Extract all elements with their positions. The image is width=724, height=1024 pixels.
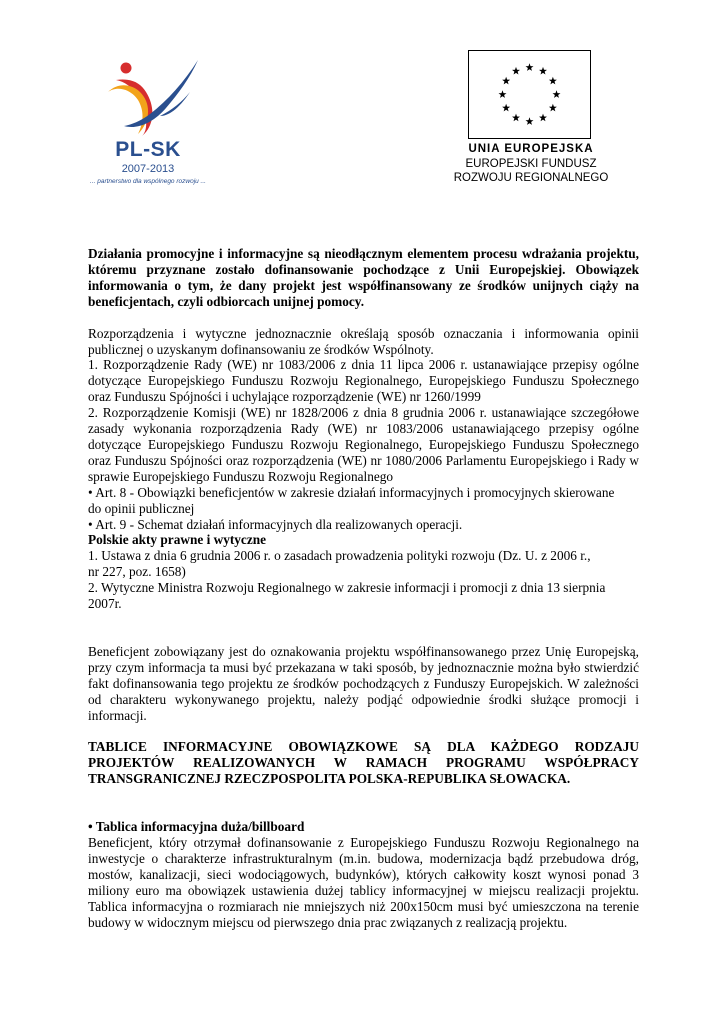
polish-acts-heading: Polskie akty prawne i wytyczne bbox=[88, 532, 267, 548]
act-1-line-2: nr 227, poz. 1658) bbox=[88, 564, 186, 580]
billboard-heading: • Tablica informacyjna duża/billboard bbox=[88, 819, 305, 835]
act-1-line-1: 1. Ustawa z dnia 6 grudnia 2006 r. o zasadach prowadzenia polityki rozwoju (Dz. U. z 2006 r., bbox=[88, 548, 591, 564]
document-body bbox=[88, 246, 639, 931]
eu-star-icon bbox=[526, 117, 534, 125]
article-9: • Art. 9 - Schemat działań informacyjnych dla realizowanych operacji. bbox=[88, 516, 463, 532]
plsk-emblem-icon bbox=[94, 52, 204, 138]
regulations-intro: Rozporządzenia i wytyczne jednoznacznie określają sposób oznaczania i informowania opinii publicznej o uzyskanym dofinansowaniu ze środków Wspólnoty. bbox=[88, 325, 639, 357]
eu-logo bbox=[446, 50, 616, 190]
plsk-logo bbox=[82, 52, 214, 192]
billboard-paragraph: Beneficjent, który otrzymał dofinansowanie z Europejskiego Funduszu Rozwoju Regionalnego na inwestycje o charakterze infrastrukturalnym (m.in. budowa, modernizacja bądź przebudowa dróg, mostów, kanalizacji, sieci wodociągowych, budynków), których całkowity koszt wynosi ponad 3 miliony euro ma obowiązek ustawienia dużej tablicy informacyjnej w miejscu realizacji projektu. Tablica informacyjna o rozmiarach nie mniejszych niż 200x150cm musi być umieszczona na terenie budowy w widocznym miejscu od pierwszego dnia prac związanych z realizacją projektu. bbox=[88, 835, 639, 930]
eu-star-icon bbox=[502, 104, 510, 112]
eu-star-icon bbox=[499, 90, 507, 98]
eu-fund-line2: ROZWOJU REGIONALNEGO bbox=[453, 172, 609, 184]
act-2-line-1: 2. Wytyczne Ministra Rozwoju Regionalnego w zakresie informacji i promocji z dnia 13 sierpnia bbox=[88, 580, 606, 596]
mandatory-boards-heading: TABLICE INFORMACYJNE OBOWIĄZKOWE SĄ DLA KAŻDEGO RODZAJU PROJEKTÓW REALIZOWANYCH W RAMACH PROGRAMU WSPÓŁPRACY TRANSGRANICZNEJ RZECZPOSPOLITA POLSKA-REPUBLIKA SŁOWACKA. bbox=[88, 739, 639, 787]
regulation-2: 2. Rozporządzenie Komisji (WE) nr 1828/2006 z dnia 8 grudnia 2006 r. ustanawiające szczegółowe zasady wykonania rozporządzenia Rady (WE) nr 1083/2006 ustanawiającego przepisy ogólne dotyczące Europejskiego Funduszu Rozwoju Regionalnego, Europejskiego Funduszu Społecznego oraz Funduszu Spójności oraz rozporządzenia (WE) nr 1080/2006 Parlamentu Europejskiego i Rady w sprawie Europejskiego Funduszu Rozwoju Regionalnego bbox=[88, 405, 639, 484]
article-8-line-1: • Art. 8 - Obowiązki beneficjentów w zakresie działań informacyjnych i promocyjnych skierowane bbox=[88, 484, 615, 500]
eu-star-icon bbox=[553, 90, 561, 98]
eu-star-icon bbox=[549, 104, 557, 112]
eu-star-icon bbox=[539, 67, 547, 75]
act-2-line-2: 2007r. bbox=[88, 596, 122, 612]
article-8-line-2: do opinii publicznej bbox=[88, 500, 195, 516]
intro-paragraph: Działania promocyjne i informacyjne są nieodłącznym elementem procesu wdrażania projektu, któremu przyznane zostało dofinansowanie pochodzące z Unii Europejskiej. Obowiązek informowania o tym, że dany projekt jest współfinansowany ze środków unijnych ciąży na beneficjentach, czyli odbiorcach unijnej pomocy. bbox=[88, 246, 639, 309]
eu-star-icon bbox=[502, 77, 510, 85]
plsk-name: PL-SK bbox=[115, 138, 181, 161]
regulation-1: 1. Rozporządzenie Rady (WE) nr 1083/2006 z dnia 11 lipca 2006 r. ustanawiające przepisy ogólne dotyczące Europejskiego Funduszu Rozwoju Regionalnego, Europejskiego Funduszu Społecznego oraz Funduszu Spójności i uchylające rozporządzenie (WE) nr 1260/1999 bbox=[88, 357, 639, 405]
eu-fund-line1: EUROPEJSKI FUNDUSZ bbox=[465, 158, 597, 170]
eu-star-icon bbox=[512, 67, 520, 75]
eu-name: UNIA EUROPEJSKA bbox=[468, 143, 594, 155]
plsk-years: 2007-2013 bbox=[121, 163, 175, 175]
eu-star-icon bbox=[512, 114, 520, 122]
eu-star-icon bbox=[539, 114, 547, 122]
beneficiary-paragraph: Beneficjent zobowiązany jest do oznakowania projektu współfinansowanego przez Unię Europejską, przy czym informacja ta musi być przekazana w taki sposób, by jednoznacznie można było stwierdzić fakt dofinansowania tego projektu ze środków pochodzących z Funduszy Europejskich. W zależności od charakteru wykonywanego projektu, należy podjąć odpowiednie środki służące promocji i informacji. bbox=[88, 643, 639, 723]
eu-flag-icon bbox=[468, 50, 591, 139]
eu-star-icon bbox=[526, 63, 534, 71]
eu-star-icon bbox=[549, 77, 557, 85]
plsk-tagline: ... partnerstwo dla wspólnego rozwoju ... bbox=[90, 178, 206, 185]
